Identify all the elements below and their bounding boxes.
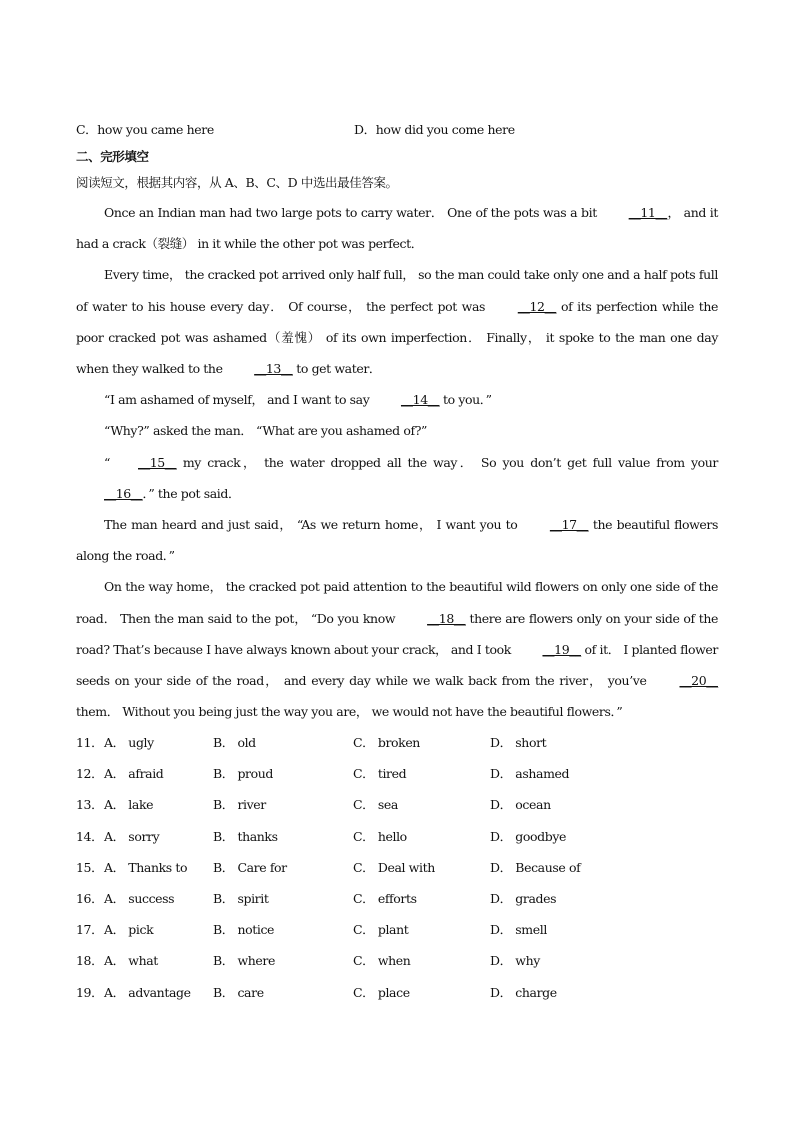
option-b[interactable]: B． spirit <box>213 890 269 906</box>
option-b[interactable]: B． thanks <box>213 828 278 844</box>
text: “ <box>104 454 110 470</box>
option-c[interactable]: C． tired <box>353 766 407 782</box>
paragraph-5 <box>76 447 718 509</box>
option-b[interactable]: B． where <box>213 953 275 969</box>
question-row <box>76 951 718 982</box>
question-number: 18． <box>76 953 104 969</box>
cloze-passage <box>76 197 718 727</box>
option-d[interactable]: D． ashamed <box>490 766 570 782</box>
question-row <box>76 889 718 920</box>
previous-question-options <box>76 120 718 140</box>
option-c[interactable]: C． when <box>353 953 411 969</box>
text: to you．” <box>439 392 492 408</box>
option-c[interactable]: C． sea <box>353 797 398 813</box>
question-number: 16． <box>76 890 104 906</box>
paragraph-7 <box>76 571 718 727</box>
text: ．” the pot said． <box>142 485 241 501</box>
blank-13: __13__ <box>254 361 293 377</box>
instruction-text: 阅读短文，根据其内容，从 A、B、C、D 中选出最佳答案。 <box>76 175 398 190</box>
option-d[interactable]: D． short <box>490 735 547 750</box>
question-row <box>76 795 718 826</box>
blank-17: __17__ <box>549 517 589 533</box>
blank-12: __12__ <box>517 298 557 314</box>
paragraph-2 <box>76 259 718 384</box>
blank-19: __19__ <box>542 641 581 657</box>
blank-15: __15__ <box>138 454 177 470</box>
question-number: 17． <box>76 922 104 938</box>
blank-14: __14__ <box>400 392 440 408</box>
option-d-prev: D．how did you come here <box>354 122 515 137</box>
option-c[interactable]: C． broken <box>353 735 420 750</box>
paragraph-6 <box>76 509 718 571</box>
text: Once an Indian man had two large pots to carry water． One of the pots was a bit <box>104 205 601 220</box>
option-d[interactable]: D． charge <box>490 984 557 1000</box>
question-number: 14． <box>76 828 104 844</box>
question-row <box>76 983 718 1014</box>
question-row <box>76 733 718 764</box>
option-c[interactable]: C． place <box>353 984 410 1000</box>
question-number: 11． <box>76 735 104 750</box>
text: the beautiful flowers along the road．” <box>76 517 719 564</box>
text: “I am ashamed of myself， and I want to say <box>104 392 373 408</box>
option-b[interactable]: B． notice <box>213 922 275 938</box>
question-row <box>76 827 718 858</box>
text: of it． I planted flower seeds on your side of the road， and every day while we walk back from the river， you’ve <box>76 641 719 689</box>
text: to get water． <box>292 361 382 377</box>
question-number: 15． <box>76 859 104 875</box>
question-row <box>76 920 718 951</box>
option-d[interactable]: D． why <box>490 953 540 969</box>
option-a[interactable]: A． advantage <box>104 984 191 1000</box>
text: ， and it had a crack（裂缝） in it while the other pot was perfect． <box>76 205 718 252</box>
blank-18: __18__ <box>427 610 466 626</box>
paragraph-3 <box>76 384 718 415</box>
option-c[interactable]: C． plant <box>353 922 409 938</box>
option-c[interactable]: C． hello <box>353 828 407 844</box>
question-number: 19． <box>76 984 104 1000</box>
option-b[interactable]: B． proud <box>213 766 274 782</box>
option-a[interactable]: A． what <box>104 953 158 969</box>
paragraph-4: “Why?” asked the man． “What are you ashamed of?” <box>104 423 427 439</box>
option-a[interactable]: A． pick <box>104 922 154 938</box>
option-b[interactable]: B． river <box>213 797 266 813</box>
option-b[interactable]: B． Care for <box>213 859 287 875</box>
question-number: 13． <box>76 797 104 813</box>
blank-20: __20__ <box>679 673 718 689</box>
text: Every time， the cracked pot arrived only half full， so the man could take only one and a half pots full of water to his house every day． Of course， the perfect pot was <box>76 267 718 314</box>
section-title: 二、完形填空 <box>76 149 149 164</box>
option-a[interactable]: A． lake <box>104 797 154 813</box>
option-a[interactable]: A． ugly <box>104 735 154 750</box>
text: them． Without you being just the way you are， we would not have the beautiful flowers．” <box>76 704 623 720</box>
paragraph-1 <box>76 197 718 259</box>
option-a[interactable]: A． Thanks to <box>104 859 188 875</box>
option-d[interactable]: D． smell <box>490 922 547 938</box>
option-d[interactable]: D． grades <box>490 890 557 906</box>
text: there are flowers only on your side of the road? That’s because I have always known about your crack， and I took <box>76 610 718 657</box>
option-a[interactable]: A． afraid <box>104 766 164 782</box>
option-b[interactable]: B． care <box>213 984 264 1000</box>
option-c[interactable]: C． efforts <box>353 890 417 906</box>
option-c-prev: C．how you came here <box>76 122 214 137</box>
option-d[interactable]: D． goodbye <box>490 828 567 844</box>
text: of its perfection while the poor cracked pot was ashamed（羞愧） of its own imperfection． Finally， it spoke to the man one day when they walked to the <box>76 298 718 377</box>
question-row <box>76 764 718 795</box>
blank-16: __16__ <box>104 485 143 501</box>
text: The man heard and just said， “As we return home， I want you to <box>104 517 522 533</box>
option-b[interactable]: B． old <box>213 735 256 750</box>
option-a[interactable]: A． sorry <box>104 828 160 844</box>
option-a[interactable]: A． success <box>104 890 175 906</box>
text: On the way home， the cracked pot paid attention to the beautiful wild flowers on only one side of the road． Then the man said to the pot， “Do you know <box>76 579 718 626</box>
option-d[interactable]: D． Because of <box>490 859 581 875</box>
text: my crack， the water dropped all the way． So you don’t get full value from your <box>176 454 718 470</box>
blank-11: __11__ <box>628 205 668 220</box>
option-c[interactable]: C． Deal with <box>353 859 435 875</box>
answer-options <box>76 733 718 1014</box>
question-number: 12． <box>76 766 104 782</box>
option-d[interactable]: D． ocean <box>490 797 551 813</box>
question-row <box>76 858 718 889</box>
